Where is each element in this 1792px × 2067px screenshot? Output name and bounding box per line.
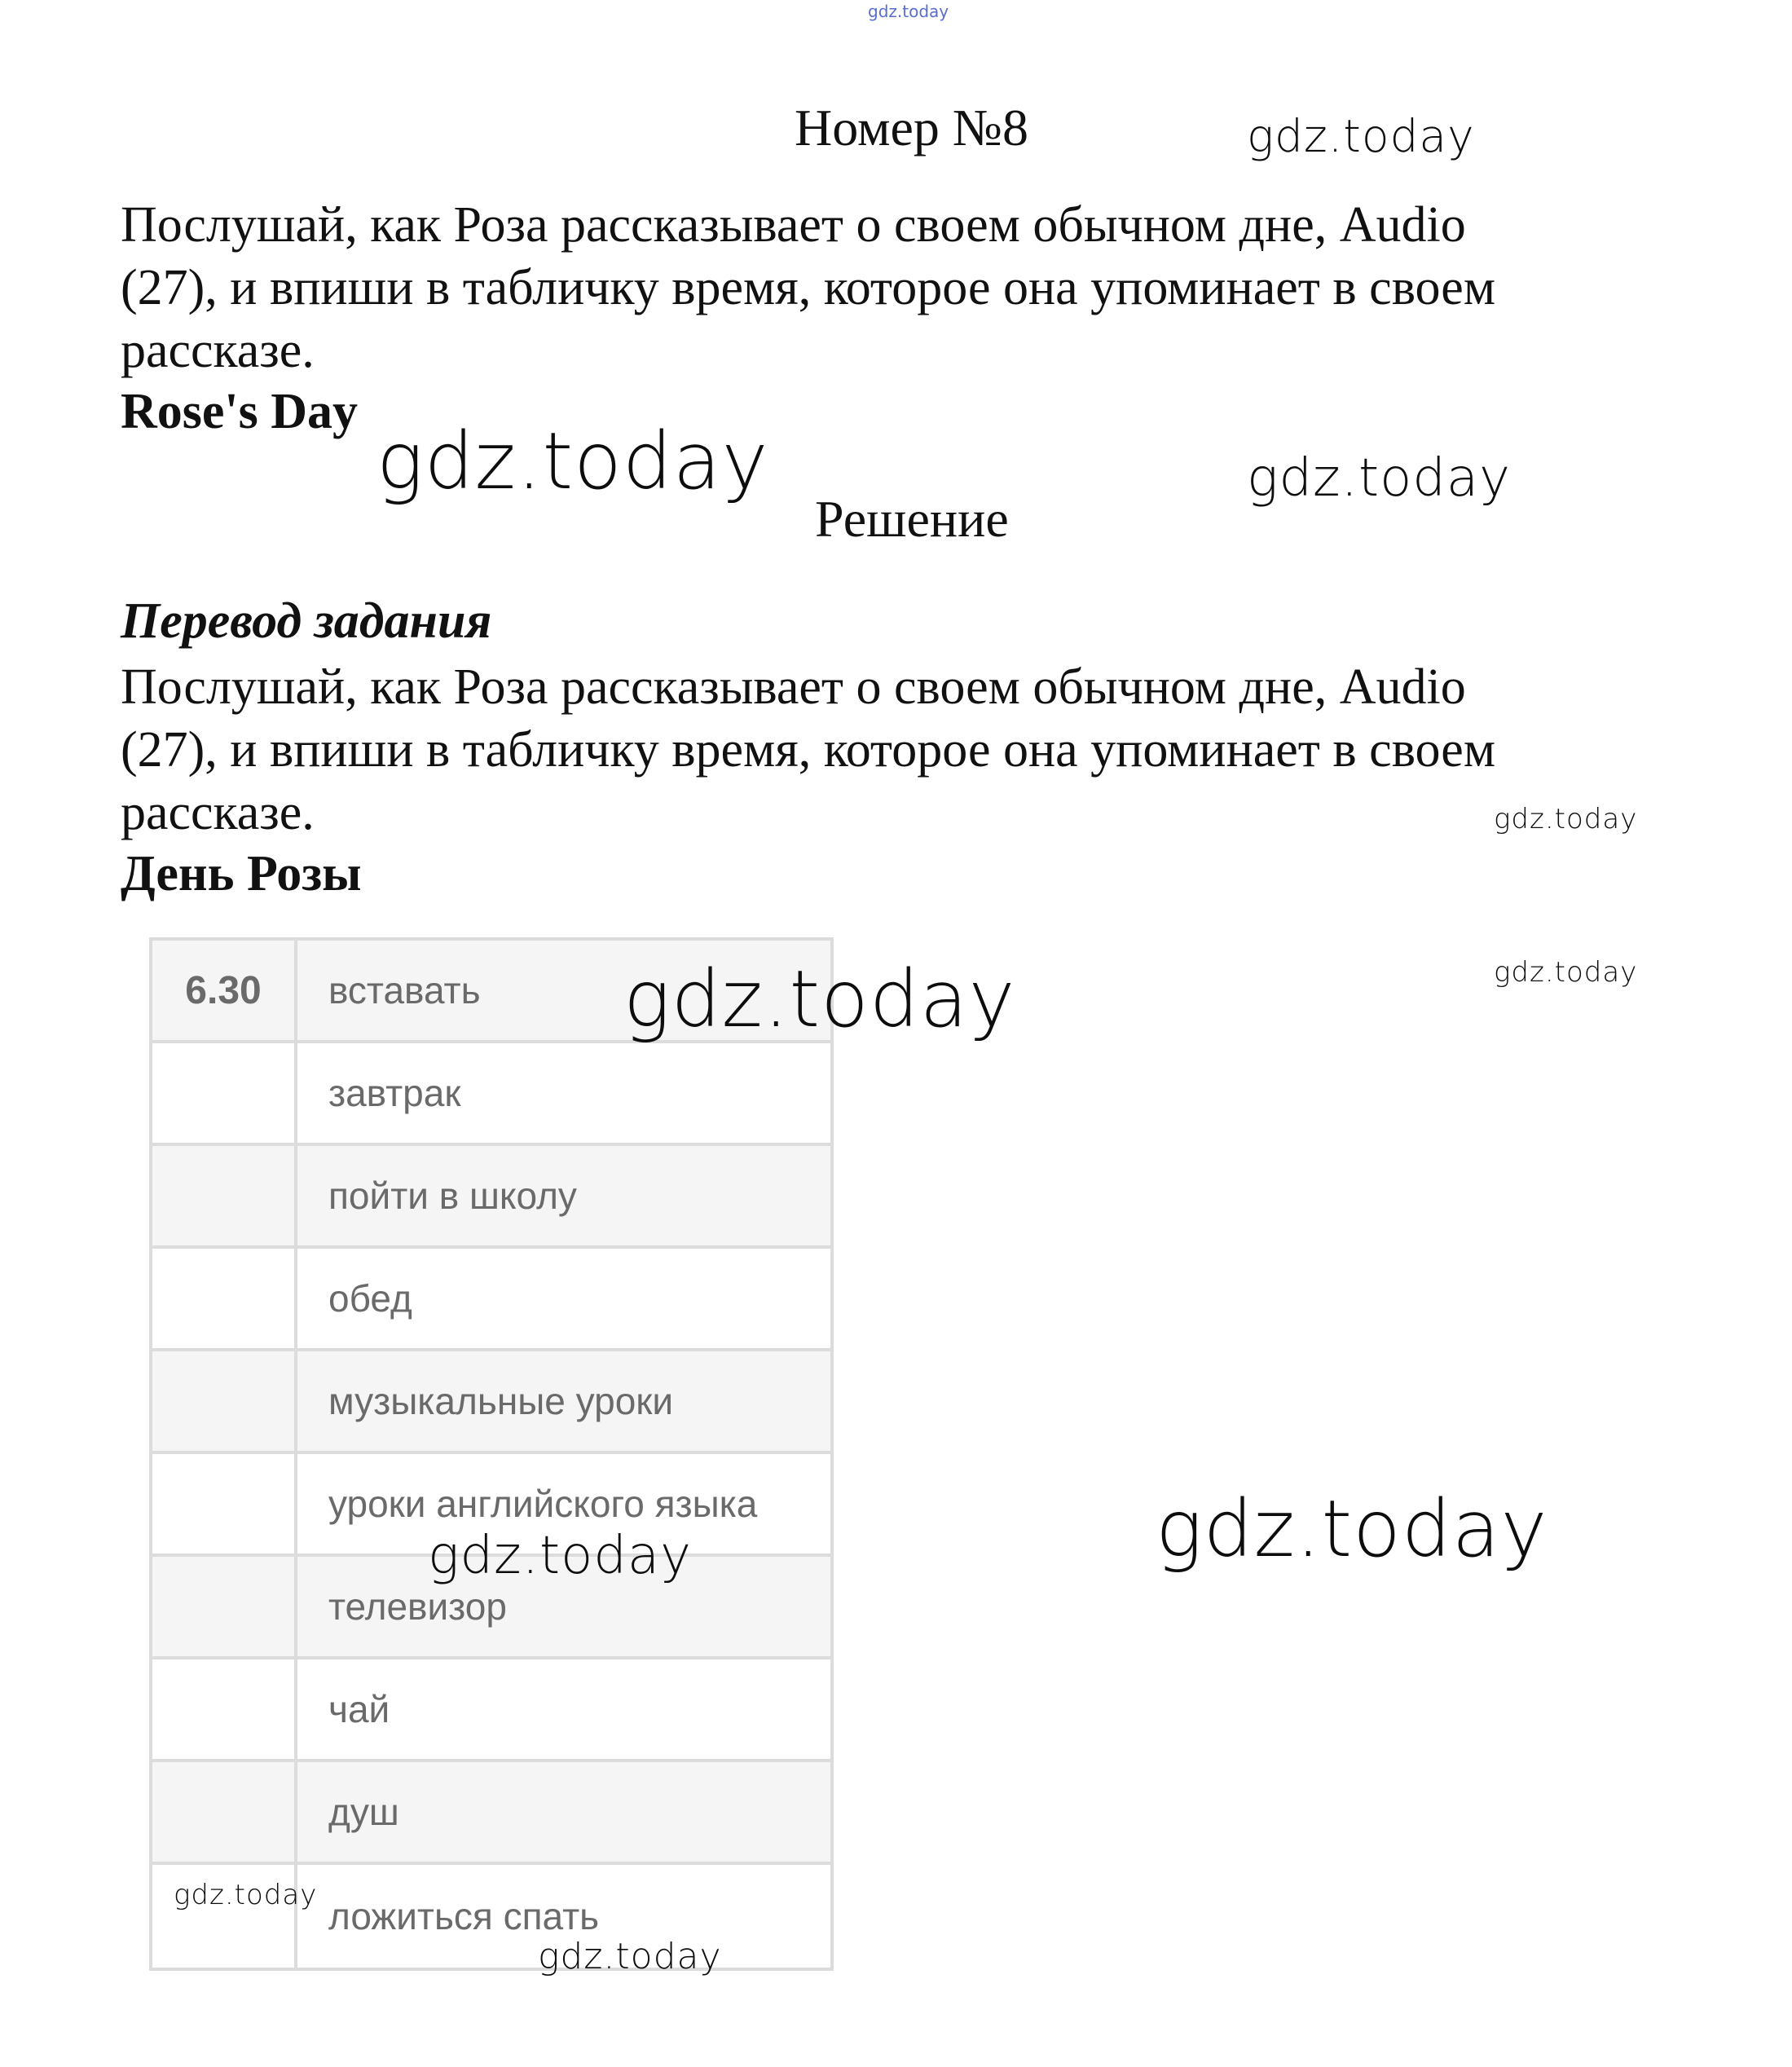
time-cell: 6.30 [152, 941, 297, 1040]
watermark: gdz.today [1156, 1483, 1548, 1575]
page-title: Номер №8 [795, 99, 1028, 156]
table-heading: День Розы [121, 846, 362, 901]
activity-cell: вставать [328, 969, 481, 1011]
watermark: gdz.today [174, 1879, 318, 1911]
table-row [152, 1659, 830, 1762]
translation-line-2: (27), и впиши в табличку время, которое она упоминает в своем [121, 722, 1496, 778]
activity-cell: ложиться спать [328, 1895, 600, 1937]
time-cell [152, 1351, 297, 1451]
task-line-1: Послушай, как Роза рассказывает о своем обычном дне, Audio [121, 197, 1466, 253]
activity-cell: душ [328, 1791, 399, 1833]
time-cell [152, 1043, 297, 1143]
activity-cell: музыкальные уроки [328, 1380, 674, 1422]
watermark: gdz.today [1247, 448, 1511, 509]
watermark: gdz.today [623, 954, 1016, 1045]
schedule-table [149, 937, 834, 1971]
translation-line-1: Послушай, как Роза рассказывает о своем обычном дне, Audio [121, 659, 1466, 715]
activity-cell: пойти в школу [328, 1175, 577, 1217]
activity-cell: уроки английского языка [328, 1483, 758, 1525]
table-row [152, 1351, 830, 1454]
watermark: gdz.today [428, 1526, 692, 1586]
task-line-2: (27), и впиши в табличку время, которое она упоминает в своем [121, 260, 1496, 315]
activity-cell: завтрак [328, 1072, 461, 1114]
time-cell [152, 1762, 297, 1862]
activity-cell: обед [328, 1277, 412, 1320]
activity-cell: чай [328, 1688, 390, 1730]
translation-line-3: рассказе. [121, 785, 315, 840]
watermark: gdz.today [376, 416, 769, 507]
activity-cell: телевизор [328, 1585, 507, 1628]
watermark: gdz.today [538, 1936, 722, 1977]
watermark: gdz.today [1247, 110, 1475, 162]
table-row [152, 1762, 830, 1865]
table-row [152, 1043, 830, 1146]
top-watermark: gdz.today [868, 2, 949, 21]
task-heading: Rose's Day [121, 384, 359, 439]
time-cell [152, 1454, 297, 1554]
watermark: gdz.today [1494, 956, 1638, 989]
time-cell [152, 1249, 297, 1348]
time-cell [152, 1557, 297, 1656]
time-cell [152, 1146, 297, 1245]
table-row [152, 1146, 830, 1249]
watermark: gdz.today [1494, 803, 1638, 835]
time-cell [152, 1659, 297, 1759]
task-line-3: рассказе. [121, 323, 315, 378]
table-row [152, 1249, 830, 1351]
solution-label: Решение [815, 490, 1009, 548]
translation-heading: Перевод задания [121, 593, 492, 649]
